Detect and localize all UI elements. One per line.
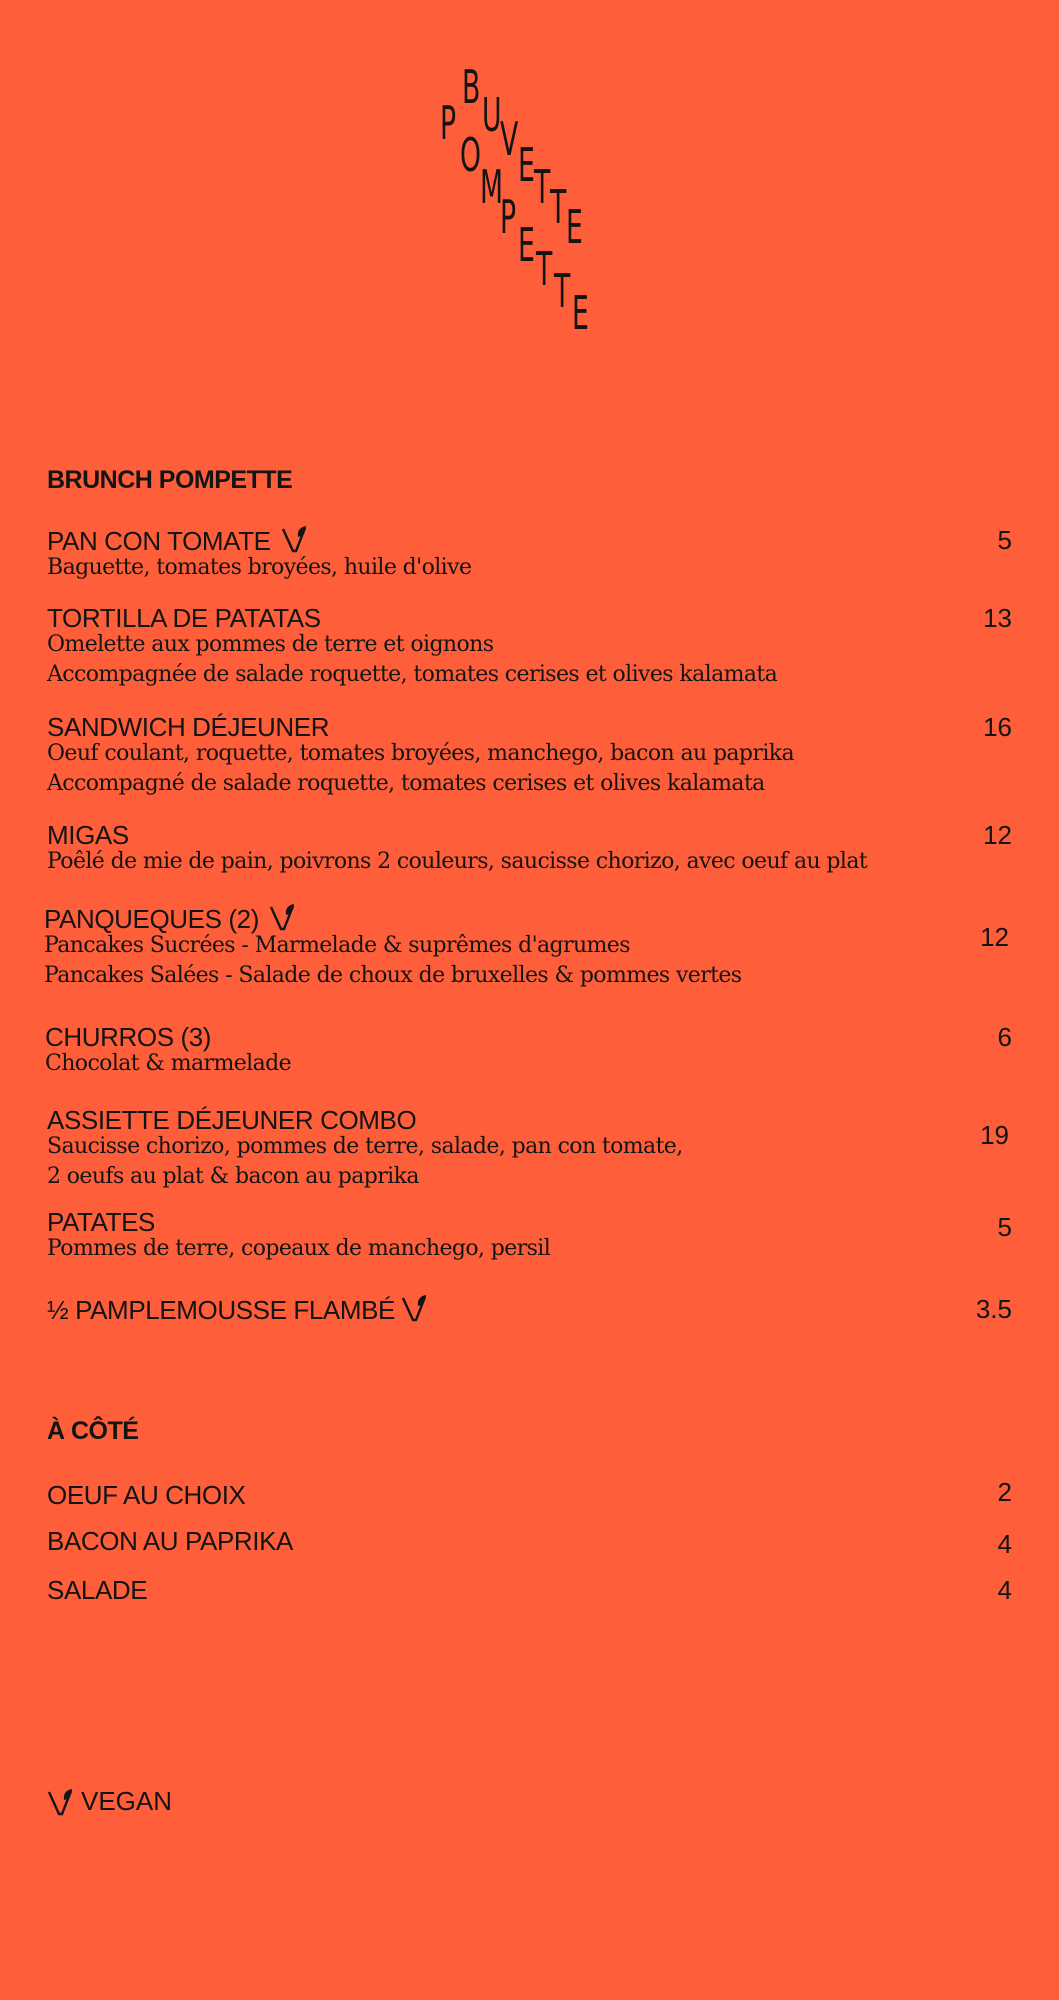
menu-item-description: Saucisse chorizo, pommes de terre, salade, pan con tomate, xyxy=(47,1134,683,1159)
menu-item-name xyxy=(47,525,307,557)
menu-item-description: Omelette aux pommes de terre et oignons xyxy=(47,632,494,657)
logo-letter: P xyxy=(500,190,517,244)
menu-item-name xyxy=(44,903,295,935)
menu-item-description: Accompagnée de salade roquette, tomates cerises et olives kalamata xyxy=(47,662,778,687)
side-item-name: SALADE xyxy=(47,1575,148,1605)
item-name-text: PANQUEQUES (2) xyxy=(44,904,259,934)
menu-item-price: 12 xyxy=(983,820,1012,850)
logo-letter: M xyxy=(480,160,504,214)
menu-item-name: ASSIETTE DÉJEUNER COMBO xyxy=(47,1105,417,1135)
menu-item-name: CHURROS (3) xyxy=(45,1022,212,1052)
logo xyxy=(430,60,630,340)
side-item-name: BACON AU PAPRIKA xyxy=(47,1526,293,1556)
menu-item-name: PATATES xyxy=(47,1207,155,1237)
logo-letter: T xyxy=(536,242,553,296)
menu-item-price: 19 xyxy=(980,1120,1009,1150)
legend-label: VEGAN xyxy=(81,1786,173,1816)
menu-item-description: Pancakes Salées - Salade de choux de bruxelles & pommes vertes xyxy=(44,963,742,988)
logo-letter: T xyxy=(554,264,571,318)
menu-item-description: Oeuf coulant, roquette, tomates broyées, manchego, bacon au paprika xyxy=(47,741,795,766)
menu-item-price: 16 xyxy=(983,712,1012,742)
logo-letter: E xyxy=(518,218,535,272)
logo-letter: U xyxy=(482,88,502,142)
vegan-icon xyxy=(47,1788,73,1816)
menu-item-description: Poêlé de mie de pain, poivrons 2 couleurs, saucisse chorizo, avec oeuf au plat xyxy=(47,849,868,874)
logo-letter: B xyxy=(462,60,481,114)
vegan-icon xyxy=(269,903,295,931)
menu-item-description: Pommes de terre, copeaux de manchego, persil xyxy=(47,1236,551,1261)
side-item-price: 2 xyxy=(997,1477,1012,1507)
logo-letter: T xyxy=(550,180,567,234)
logo-letter: V xyxy=(500,112,519,166)
menu-item-name: MIGAS xyxy=(47,820,129,850)
menu-item-description: Accompagné de salade roquette, tomates cerises et olives kalamata xyxy=(47,771,765,796)
item-name-text: PAN CON TOMATE xyxy=(47,526,271,556)
menu-item-name xyxy=(47,1294,427,1326)
vegan-icon xyxy=(281,525,307,553)
logo-letter: O xyxy=(460,128,482,182)
menu-item-price: 5 xyxy=(997,525,1012,555)
menu-item-description: 2 oeufs au plat & bacon au paprika xyxy=(47,1164,419,1189)
logo-letter: T xyxy=(534,160,551,214)
menu-item-name: TORTILLA DE PATATAS xyxy=(47,603,321,633)
side-item-name: OEUF AU CHOIX xyxy=(47,1480,246,1510)
menu-item-description: Baguette, tomates broyées, huile d'olive xyxy=(47,555,472,580)
logo-letter: E xyxy=(518,138,535,192)
vegan-icon xyxy=(401,1294,427,1322)
menu-item-price: 3.5 xyxy=(975,1294,1012,1324)
menu-item-price: 13 xyxy=(983,603,1012,633)
menu-item-name: SANDWICH DÉJEUNER xyxy=(47,712,330,742)
logo-letter: E xyxy=(566,200,583,254)
side-item-price: 4 xyxy=(997,1575,1012,1605)
item-name-text: ½ PAMPLEMOUSSE FLAMBÉ xyxy=(47,1295,395,1325)
menu-item-price: 5 xyxy=(997,1212,1012,1242)
logo-letter: P xyxy=(440,96,457,150)
menu-item-price: 6 xyxy=(997,1022,1012,1052)
logo-letter: E xyxy=(572,286,589,340)
menu-item-description: Pancakes Sucrées - Marmelade & suprêmes d'agrumes xyxy=(44,933,630,958)
menu-item-price: 12 xyxy=(980,922,1009,952)
section-title-sides: À CÔTÉ xyxy=(47,1417,139,1445)
vegan-legend xyxy=(47,1786,172,1817)
section-title-brunch: BRUNCH POMPETTE xyxy=(47,466,293,494)
menu-item-description: Chocolat & marmelade xyxy=(45,1051,292,1076)
side-item-price: 4 xyxy=(997,1529,1012,1559)
